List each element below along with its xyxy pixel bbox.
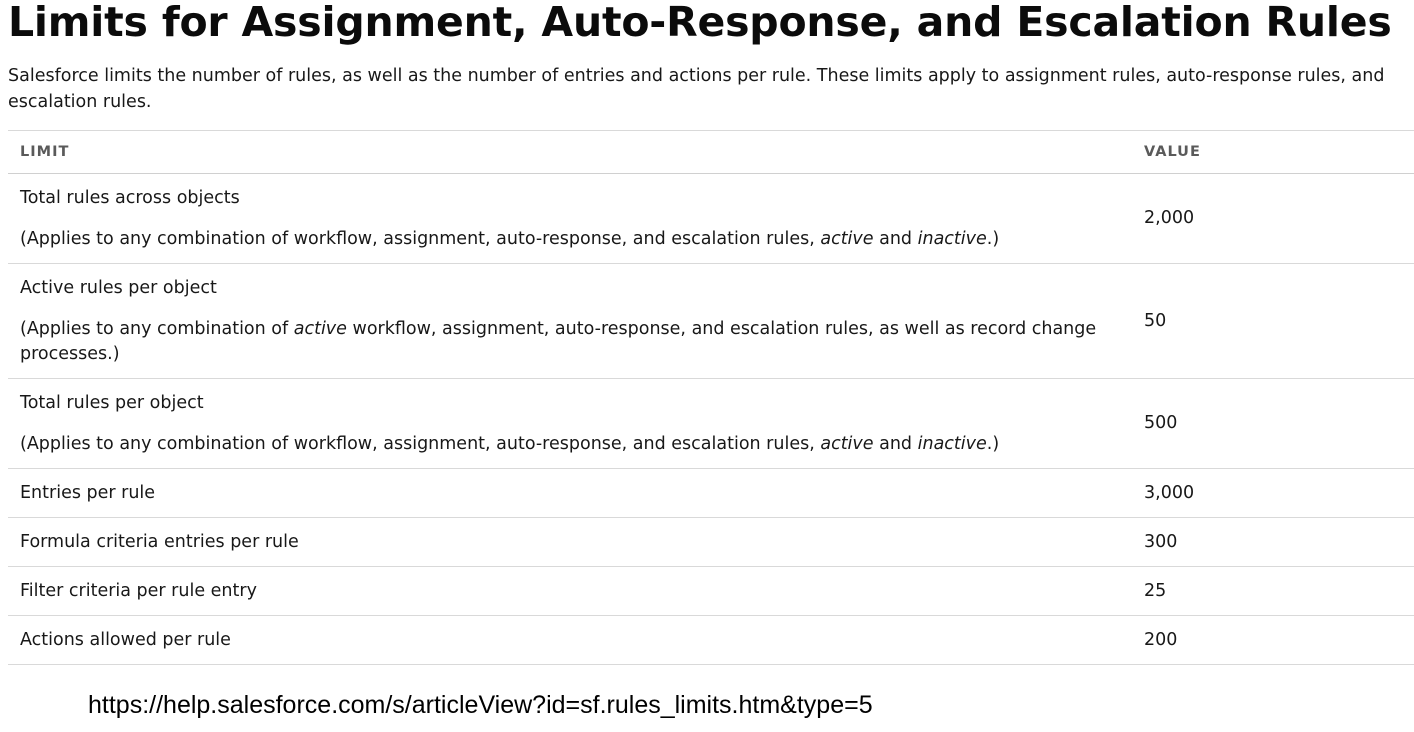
limit-name: Active rules per object: [20, 277, 217, 298]
limit-note: (Applies to any combination of workflow, assignment, auto-response, and escalation rules, active and inactive.): [20, 433, 1000, 454]
table-row: [8, 174, 1414, 264]
table-row: [8, 616, 1414, 665]
limit-name: Total rules per object: [20, 392, 204, 413]
limit-cell: [8, 264, 1132, 379]
limit-name: Actions allowed per rule: [8, 616, 1132, 665]
table-header-row: [8, 131, 1414, 174]
limit-value: 300: [1132, 518, 1414, 567]
limit-cell: [8, 379, 1132, 469]
limit-cell: [8, 174, 1132, 264]
source-url: https://help.salesforce.com/s/articleView?id=sf.rules_limits.htm&type=5: [88, 691, 873, 719]
limit-value: 500: [1132, 379, 1414, 469]
limit-column-header: LIMIT: [8, 131, 1132, 174]
table-row: [8, 567, 1414, 616]
table-row: [8, 469, 1414, 518]
page-title: Limits for Assignment, Auto-Response, and Escalation Rules: [8, 0, 1392, 46]
intro-paragraph: Salesforce limits the number of rules, as well as the number of entries and actions per rule. These limits apply to assignment rules, auto-response rules, and escalation rules.: [8, 66, 1385, 112]
limit-value: 25: [1132, 567, 1414, 616]
table-row: [8, 379, 1414, 469]
limits-table: [8, 130, 1414, 665]
limit-name: Total rules across objects: [20, 187, 240, 208]
limit-value: 200: [1132, 616, 1414, 665]
limit-note: (Applies to any combination of workflow, assignment, auto-response, and escalation rules, active and inactive.): [20, 228, 1000, 249]
limit-value: 3,000: [1132, 469, 1414, 518]
table-row: [8, 264, 1414, 379]
limit-name: Entries per rule: [8, 469, 1132, 518]
limit-name: Formula criteria entries per rule: [8, 518, 1132, 567]
limit-value: 2,000: [1132, 174, 1414, 264]
table-row: [8, 518, 1414, 567]
limit-note: (Applies to any combination of active workflow, assignment, auto-response, and escalation rules, as well as record change processes.): [20, 318, 1097, 364]
value-column-header: VALUE: [1132, 131, 1414, 174]
limit-name: Filter criteria per rule entry: [8, 567, 1132, 616]
limit-value: 50: [1132, 264, 1414, 379]
